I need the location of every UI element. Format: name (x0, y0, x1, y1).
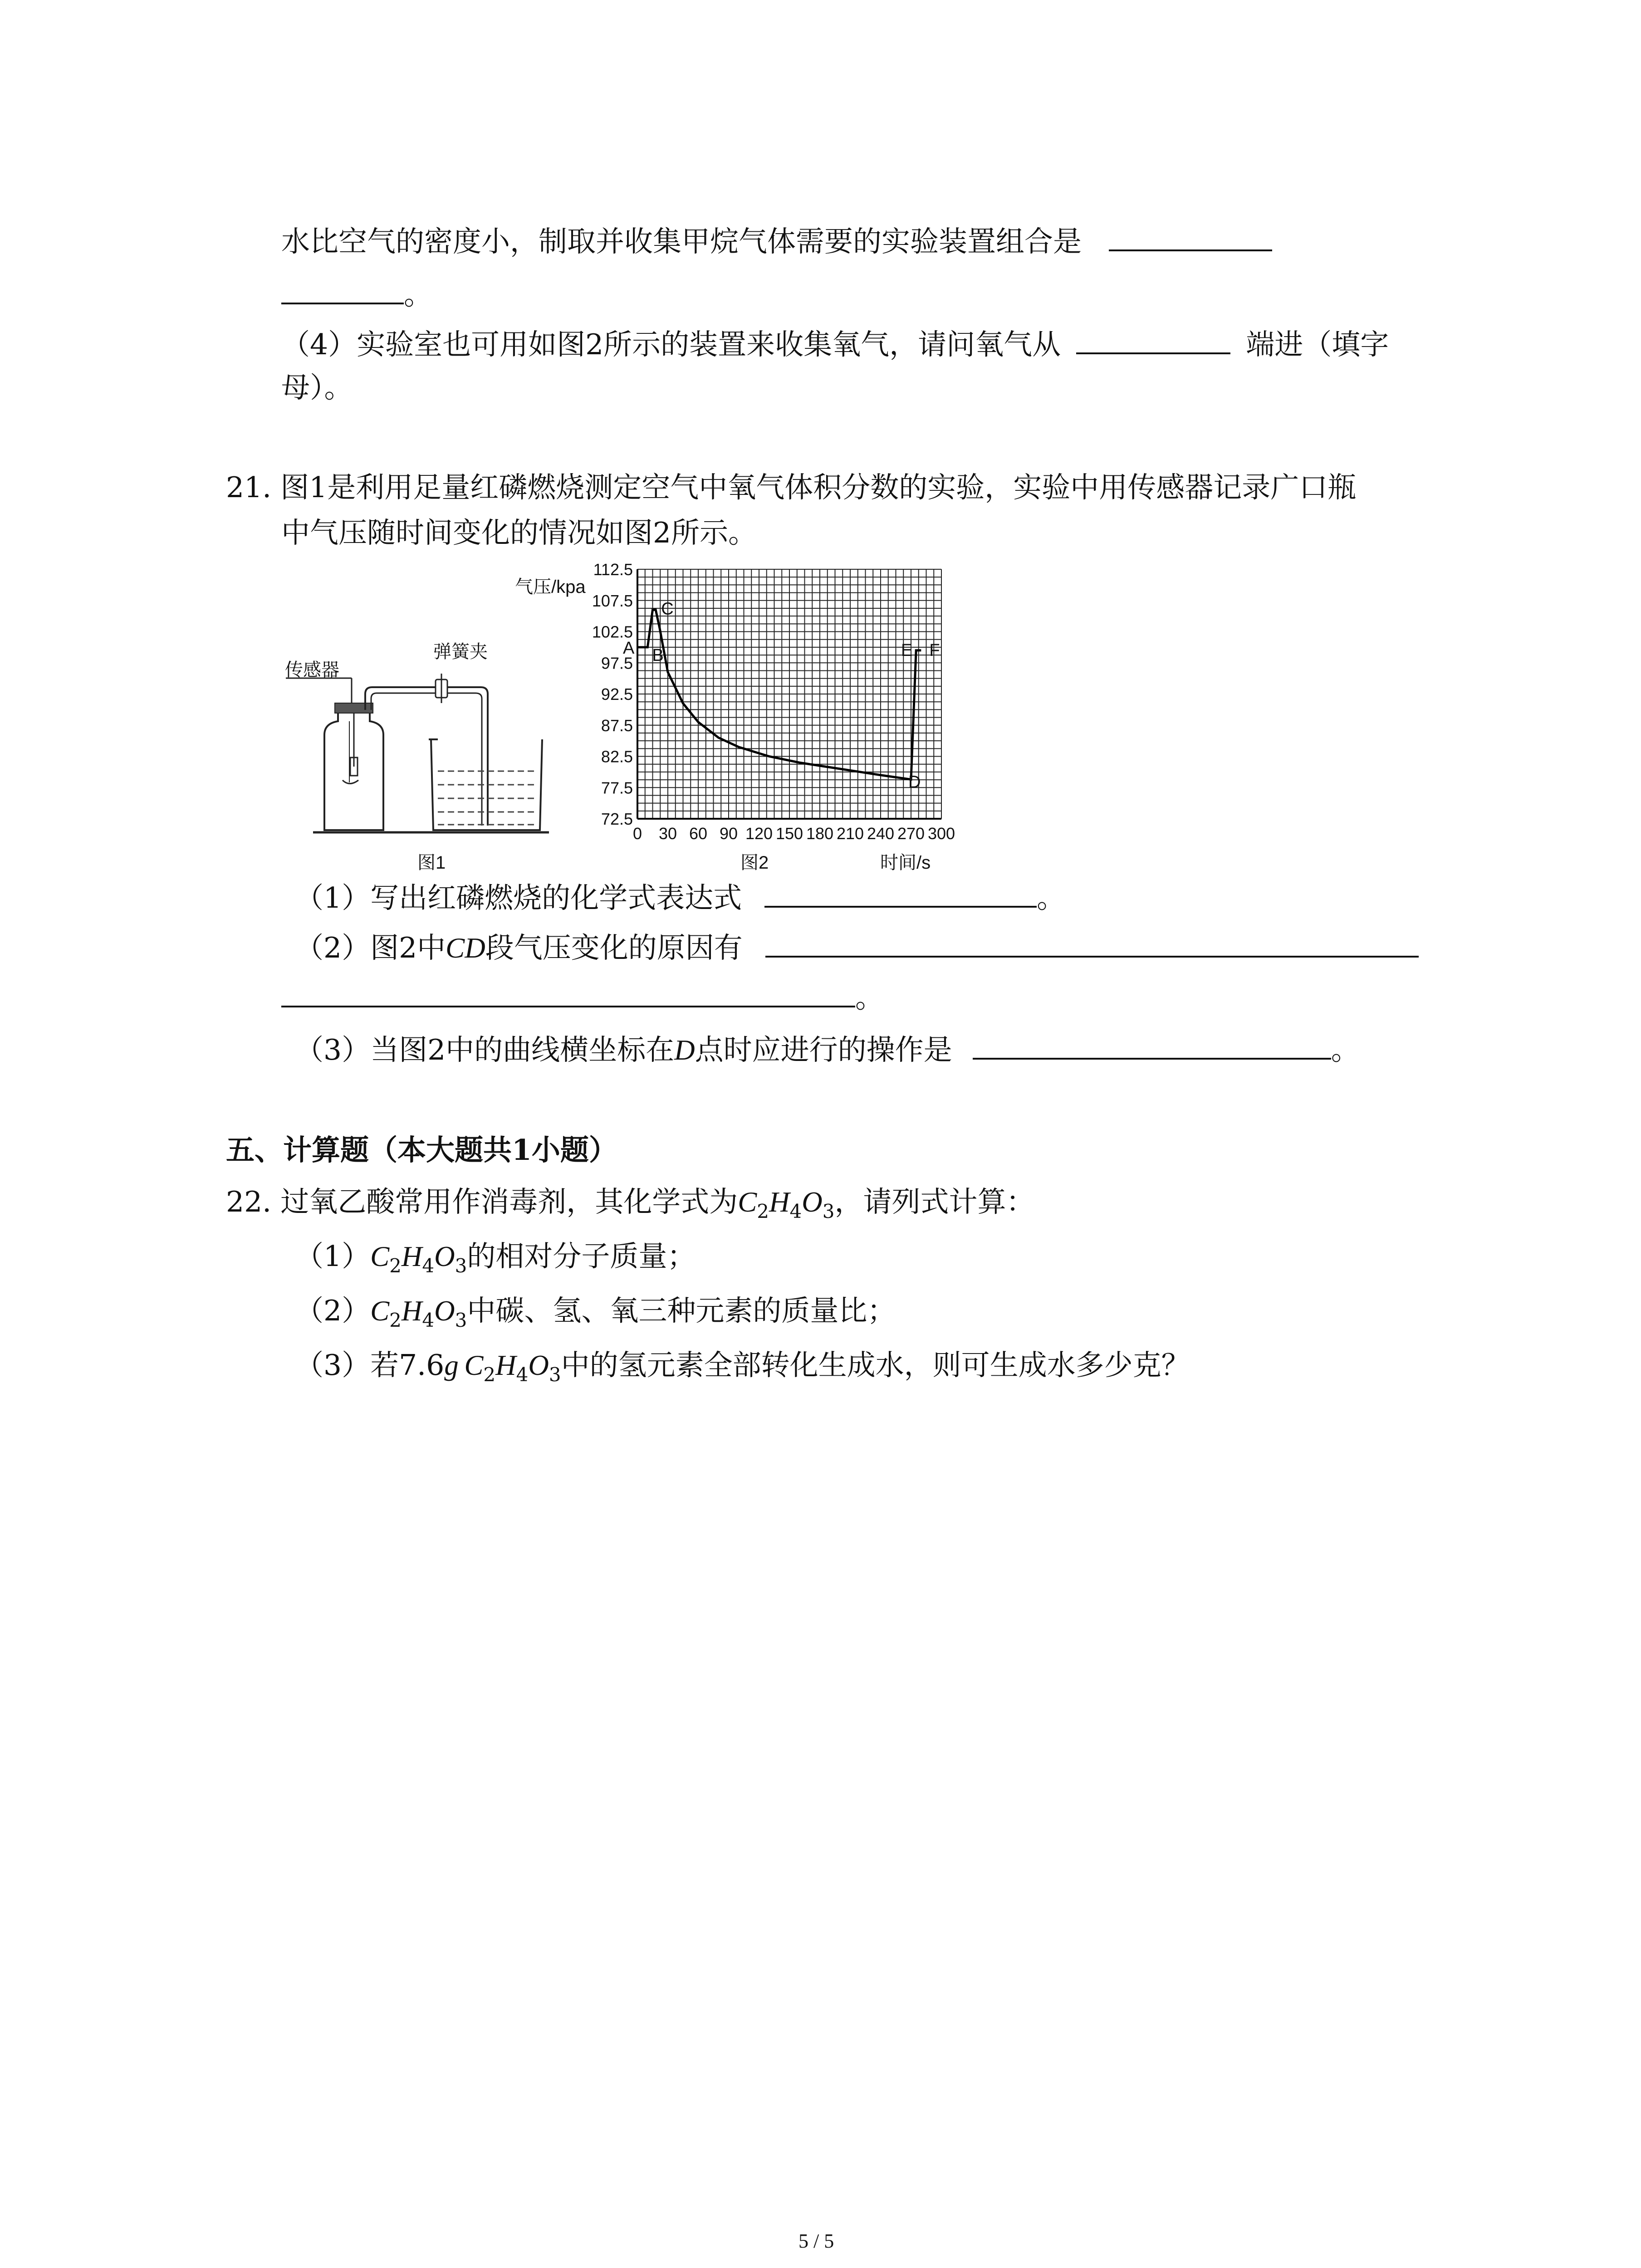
fig2-pressure-chart (567, 558, 975, 871)
q21-sub2: （2）图2中CD段气压变化的原因有 (295, 928, 1419, 966)
chart-x-tick-label: 210 (836, 824, 864, 843)
chart-x-tick-label: 60 (689, 824, 708, 843)
chart-series-line (637, 610, 921, 779)
chart-x-tick-label: 300 (927, 824, 955, 843)
answer-blank[interactable] (765, 928, 1419, 958)
fig2-caption: 图2 (740, 853, 769, 873)
chart-x-tick-label: 120 (745, 824, 773, 843)
chart-point-label: D (908, 772, 921, 792)
chart-y-tick-label: 82.5 (601, 747, 633, 766)
q21-sub1: （1）写出红磷燃烧的化学式表达式 。 (295, 878, 1065, 916)
chart-x-tick-label: 90 (719, 824, 738, 843)
section5-title: 五、计算题（本大题共1小题） (226, 1133, 617, 1167)
chart-y-tick-label: 87.5 (601, 716, 633, 735)
chart-point-label: F (929, 640, 940, 660)
chart-point-label: A (623, 638, 635, 658)
answer-blank[interactable] (281, 978, 855, 1007)
answer-blank[interactable] (1109, 221, 1272, 251)
chart-y-tick-label: 97.5 (601, 654, 633, 673)
chart-x-tick-label: 180 (806, 824, 834, 843)
fig1-caption: 图1 (417, 853, 446, 873)
chart-y-tick-label: 102.5 (592, 622, 633, 641)
chart-y-tick-label: 107.5 (592, 591, 633, 610)
chart-y-tick-label: 92.5 (601, 685, 633, 704)
chart-y-tick-label: 77.5 (601, 778, 633, 797)
chart-point-label: B (652, 645, 664, 665)
page-number: 5 / 5 (798, 2230, 834, 2252)
q22-sub3: （3）若7.6g $C_2H_4O_3$中的氢元素全部转化生成水，则可生成水多少克？ (295, 1349, 1190, 1386)
q22-sub1: $(1)C_2H_4O_3$的相对分子质量； (295, 1240, 696, 1277)
chart-x-tick-label: 30 (658, 824, 677, 843)
q20-sub4-cont: 母）。 (281, 371, 353, 404)
q20-sub4: （4）实验室也可用如图2所示的装置来收集氧气，请问氧气从 端进（填字 (281, 324, 1389, 363)
chart-y-tick-label: 112.5 (593, 560, 633, 579)
q21-intro-line1: 21. 图1是利用足量红磷燃烧测定空气中氧气体积分数的实验，实验中用传感器记录广口瓶 (226, 471, 1357, 504)
chart-y-tick-label: 72.5 (601, 810, 633, 828)
answer-blank[interactable] (973, 1030, 1331, 1060)
answer-blank[interactable] (281, 274, 404, 304)
chart-x-axis-label: 时间/s (880, 853, 931, 873)
chart-x-tick-label: 270 (897, 824, 925, 843)
chart-y-axis-label: 气压/kpa (515, 577, 586, 597)
q21-sub3: （3）当图2中的曲线横坐标在D点时应进行的操作是 。 (295, 1030, 1360, 1068)
chart-point-label: C (661, 599, 674, 619)
answer-blank[interactable] (764, 878, 1037, 908)
fig1-sensor-label: 传感器 (285, 660, 339, 680)
fig1-clip-label: 弹簧夹 (433, 642, 488, 662)
chart-point-label: E (901, 640, 913, 660)
answer-blank[interactable] (1076, 324, 1230, 354)
q22-sub2: $(2)C_2H_4O_3$中碳、氢、氧三种元素的质量比； (295, 1294, 896, 1331)
q20-line2: 。 (281, 274, 432, 313)
q21-intro-line2: 中气压随时间变化的情况如图2所示。 (281, 516, 757, 549)
chart-x-tick-label: 240 (867, 824, 895, 843)
q22-intro: 22. 过氧乙酸常用作消毒剂，其化学式为$C_2H_4O_3$，请列式计算： (226, 1185, 1035, 1222)
q21-sub2-cont: 。 (281, 978, 884, 1016)
q20-line1: 水比空气的密度小，制取并收集甲烷气体需要的实验装置组合是 (281, 221, 1272, 260)
chart-x-tick-label: 0 (632, 824, 642, 843)
chart-x-tick-label: 150 (775, 824, 803, 843)
